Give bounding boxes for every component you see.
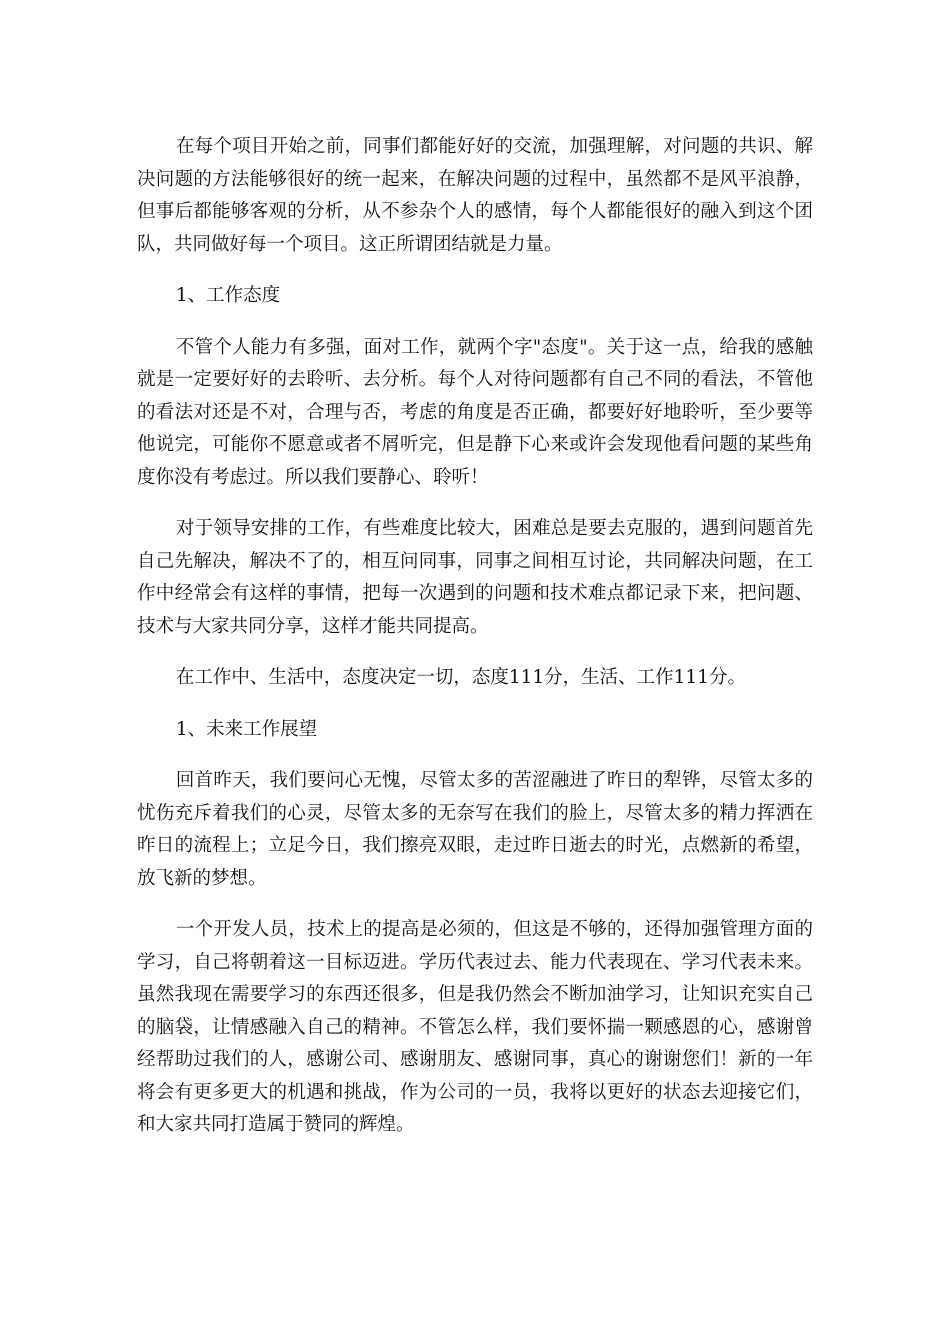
section-heading-work-attitude: 1、工作态度: [175, 285, 281, 306]
paragraph-attitude: 不管个人能力有多强，面对工作，就两个字"态度"。关于这一点，给我的感触就是一定要好好的去聆听、去分析。每个人对待问题都有自己不同的看法，不管他的看法对还是不对，合理与否，考虑的角度是否正确，都要好好地聆听，至少要等他说完，可能你不愿意或者不屑听完，但是静下心来或许会发现他看问题的某些角度你没有考虑过。所以我们要静心、聆听！: [137, 336, 813, 488]
paragraph-attitude-decides: 在工作中、生活中，态度决定一切，态度111分，生活、工作111分。: [175, 667, 746, 688]
paragraph-teamwork: 在每个项目开始之前，同事们都能好好的交流，加强理解，对问题的共识、解决问题的方法能够很好的统一起来，在解决问题的过程中，虽然都不是风平浪静，但事后都能够客观的分析，从不参杂个人的感情，每个人都能很好的融入到这个团队，共同做好每一个项目。这正所谓团结就是力量。: [137, 136, 813, 255]
paragraph-looking-back: 回首昨天，我们要问心无愧，尽管太多的苦涩融进了昨日的犁铧，尽管太多的忧伤充斥着我们的心灵，尽管太多的无奈写在我们的脸上，尽管太多的精力挥洒在昨日的流程上；立足今日，我们擦亮双眼，走过昨日逝去的时光，点燃新的希望，放飞新的梦想。: [137, 770, 813, 889]
section-heading-future-outlook: 1、未来工作展望: [175, 718, 318, 740]
paragraph-developer-growth: 一个开发人员，技术上的提高是必须的，但这是不够的，还得加强管理方面的学习，自己将朝着这一目标迈进。学历代表过去、能力代表现在、学习代表未来。虽然我现在需要学习的东西还很多，但是我仍然会不断加油学习，让知识充实自己的脑袋，让情感融入自己的精神。不管怎么样，我们要怀揣一颗感恩的心，感谢曾经帮助过我们的人，感谢公司、感谢朋友、感谢同事，真心的谢谢您们！新的一年将会有更多更大的机遇和挑战，作为公司的一员，我将以更好的状态去迎接它们，和大家共同打造属于赞同的辉煌。: [137, 919, 813, 1135]
document-body: [137, 131, 813, 1161]
paragraph-solving-problems: 对于领导安排的工作，有些难度比较大，困难总是要去克服的，遇到问题首先自己先解决，解决不了的，相互问同事，同事之间相互讨论，共同解决问题，在工作中经常会有这样的事情，把每一次遇到的问题和技术难点都记录下来，把问题、技术与大家共同分享，这样才能共同提高。: [137, 518, 813, 637]
